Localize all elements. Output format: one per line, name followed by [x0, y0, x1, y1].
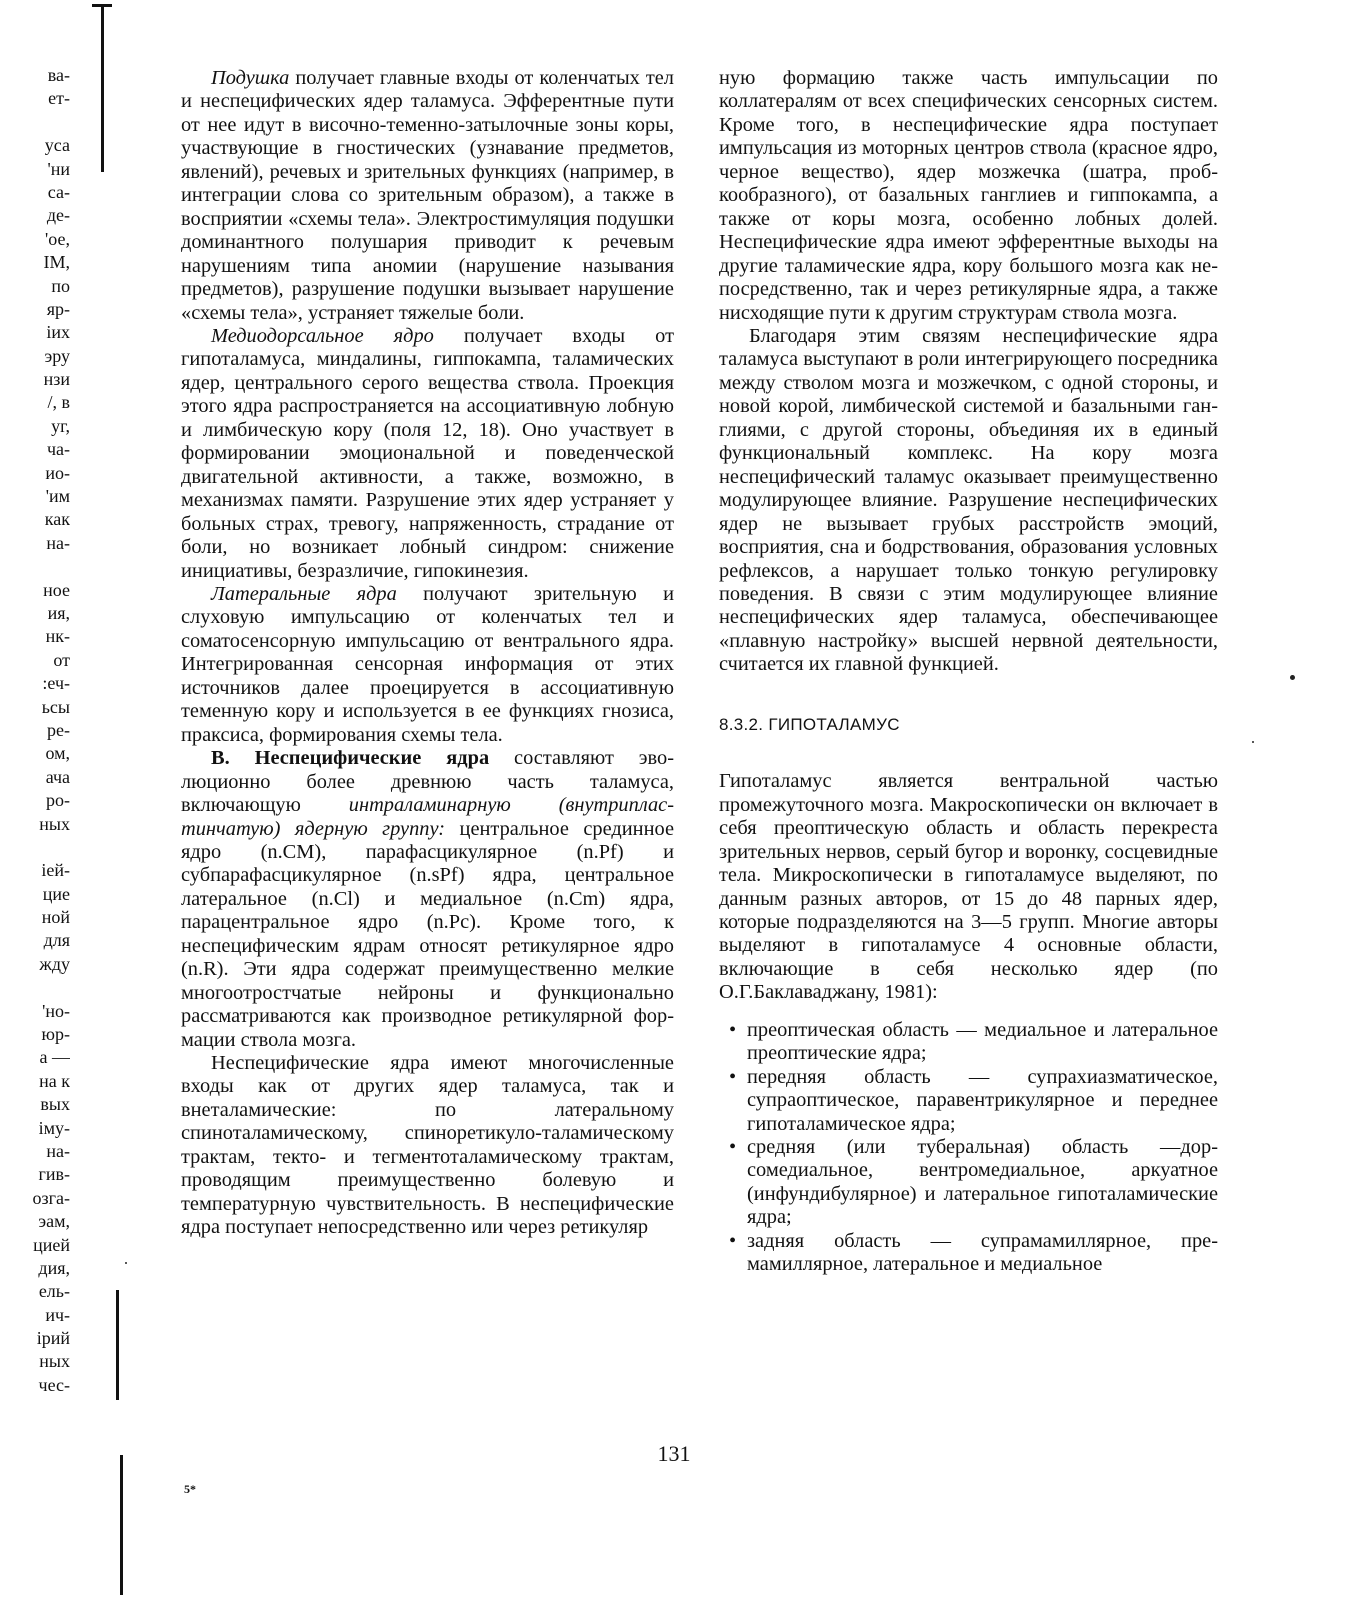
paragraph: Медиодорсальное ядро получает входы от гипоталамуса, миндалины, гиппокампа, таламических ядер, центрального серого вещества ствола. Проекция этого ядра распространяется на ассоциативную лобную и лимбическую кору (поля 12, 18). Оно участвует в формировании эмоциональной и поведенческой двигательной активности, а также, возможно, в механизмах памяти. Разрушение этих ядер устраняет у больных страх, тревогу, напряженность, страдание от боли, но возникает лобный синдром: снижение инициативы, безразличие, гипокинезия.: [181, 324, 674, 582]
fragment-line: юр-: [41, 1024, 70, 1045]
binding-shadow: [101, 4, 104, 172]
fragment-line: для: [43, 930, 70, 951]
paragraph: ную формацию также часть импульсации по коллатералям от всех специфических сенсорных систем. Кроме того, в неспецифические ядра поступает импульсация из моторных центров ствола (красное ядро, черное вещество), ядер мозжечка (шатра, пробкообразного), от базальных ганглиев и гиппокампа, а также от коры мозга, особенно лобных долей. Неспецифические ядра имеют эфферентные выходы на другие таламические ядра, кору большого мозга как непосредственно, так и через ретикулярные ядра, а также нисходящие пути к другим структурам ствола мозга.: [719, 67, 1218, 324]
fragment-line: 'но-: [42, 1000, 70, 1021]
fragment-line: ом,: [45, 743, 70, 764]
fragment-line: как: [44, 509, 70, 530]
fragment-line: 'ни: [47, 158, 70, 179]
fragment-line: по: [51, 275, 70, 296]
fragment-line: /, в: [47, 392, 70, 413]
fragment-line: [0, 976, 70, 999]
paragraph: Латеральные ядра получают зрительную и слуховую импульсацию от коленчатых тел и соматосенсорную импульсацию от вентрального ядра. Интегрированная сенсорная информация от этих источников далее проецируется в ассоциативную теменную кору и используется в ее функциях гнозиса, праксиса, формирования схемы тела.: [181, 582, 674, 746]
fragment-line: цие: [42, 883, 70, 904]
fragment-line: ных: [39, 1351, 70, 1372]
fragment-line: эам,: [38, 1211, 70, 1232]
fragment-line: вых: [40, 1094, 70, 1115]
section-heading: 8.3.2. ГИПОТАЛАМУС: [719, 714, 900, 734]
fragment-line: ич-: [45, 1304, 70, 1325]
fragment-line: ное: [43, 579, 70, 600]
list-item: • задняя область — супрамамиллярное, премамиллярное, латеральное и медиальное: [719, 1230, 1218, 1277]
fragment-line: яр-: [46, 298, 70, 319]
fragment-line: ача: [45, 766, 70, 787]
fragment-line: ірий: [36, 1328, 70, 1349]
fragment-line: ной: [41, 907, 70, 928]
paragraph: В. Неспецифические ядра составляют эволюционно более древнюю часть таламуса, включающую интраламинарную (внутрипластинчатую) ядерную группу: центральное срединное ядро (n.CM), парафасцикулярное (n.Pf) и субпарафасцикулярное (n.sPf) ядра, центральное латеральное (n.Cl) и медиальное (n.Cm) ядра, парацентральное ядро (n.Pc). Кроме того, к неспецифическим ядрам относят ретикулярное ядро (n.R). Эти ядра содержат преимущественно мелкие многоотростчатые нейроны и функционально рассматриваются как производное ретикулярной формации ствола мозга.: [181, 747, 675, 1051]
fragment-line: са-: [47, 181, 70, 202]
fragment-line: ия,: [47, 602, 70, 623]
list-item: • средняя (или туберальная) область —дорсомедиальное, вентромедиальное, аркуатное (инфундибулярное) и латеральное гипоталамические ядра;: [719, 1136, 1218, 1230]
term: Подушка: [211, 67, 290, 89]
fragment-line: [0, 111, 70, 134]
signature-mark: 5*: [184, 1482, 196, 1496]
fragment-line: ва-: [47, 65, 70, 85]
fragment-line: эру: [44, 345, 70, 366]
fragment-line: ель-: [38, 1281, 70, 1302]
fragment-line: озга-: [32, 1187, 70, 1208]
fragment-line: [0, 555, 70, 578]
scan-speck: [125, 1262, 127, 1264]
fragment-line: де-: [46, 205, 70, 226]
fragment-line: на к: [39, 1070, 70, 1091]
scan-speck: [1290, 675, 1295, 680]
term: Медиодорсальное ядро: [211, 324, 434, 347]
fragment-line: дия,: [38, 1257, 70, 1278]
fragment-line: гив-: [38, 1164, 70, 1185]
fragment-line: ет-: [48, 88, 70, 109]
fragment-line: чес-: [38, 1374, 70, 1395]
subsection-heading: В. Неспецифические ядра: [211, 747, 490, 770]
term: интраламинарную (внутрипластинчатую) ядерную группу:: [181, 794, 675, 840]
fragment-line: іму-: [38, 1117, 70, 1138]
fragment-line: ьсы: [41, 696, 70, 717]
paragraph: Неспецифические ядра имеют многочисленные входы как от других ядер таламуса, так и внеталамические: по латеральному спиноталамическому, спиноретикуло-таламическому трактам, текто- и тегментоталамическому трактам, проводящим преимущественно болевую и температурную чувствительность. В неспецифические ядра поступает непосредственно или через ретикуляр: [181, 1052, 674, 1239]
paragraph: Благодаря этим связям неспецифические ядра таламуса выступают в роли интегрирующего посредника между стволом мозга и мозжечком, с одной стороны, и новой корой, лимбической системой и базальными ганглиями, с другой стороны, объединяя их в единый функциональный комплекс. На кору мозга неспецифический таламус оказывает преимущественно модулирующее влияние. Разрушение неспецифических ядер не вызывает грубых расстройств эмоций, восприятия, сна и бодрствования, образования условных рефлексов, а нарушает только тонкую регулировку поведения. В связи с этим модулирующее влияние неспецифических ядер таламуса, обеспечивающее «плавную настройку» высшей нервной деятельности, считается их главной функцией.: [719, 324, 1218, 676]
text-column-right: [719, 67, 1218, 1277]
binding-shadow: [120, 1455, 123, 1595]
binding-shadow: [116, 1290, 119, 1400]
paragraph: Гипоталамус является вентральной частью промежуточного мозга. Макроскопически он включает в себя преоптическую область и область перекреста зрительных нервов, серый бугор и воронку, сосцевидные тела. Микроскопически в гипоталамусе выделяют, по данным разных авторов, от 15 до 48 парных ядер, которые подразделяются на 3—5 групп. Многие авторы выделяют в гипоталамусе 4 основные области, включающие в себя несколько ядер (по О.Г.Баклаваджану, 1981):: [719, 770, 1218, 1004]
fragment-line: ІМ,: [43, 252, 70, 273]
paragraph: Подушка получает главные входы от коленчатых тел и неспецифических ядер таламуса. Эфферентные пути от нее идут в височно-теменно-затылочные зоны коры, участвующие в гностических (узнавание предметов, явлений), речевых и зрительных функциях (например, в интеграции слова со зрительным образом), а также в восприятии «схемы тела». Электростимуляция подушки доминантного полушария приводит к речевым нарушениям типа аномии (нарушение называния предметов), разрушение подушки вызывает нарушение «схемы тела», устраняет тяжелые боли.: [181, 67, 674, 324]
scan-speck: [1252, 741, 1254, 743]
fragment-line: ча-: [46, 439, 70, 460]
fragment-line: іих: [46, 322, 70, 343]
page-number: 131: [657, 1441, 691, 1466]
list-item: • передняя область — супрахиазматическое, супраоптическое, паравентрикулярное и переднее гипоталамическое ядра;: [719, 1066, 1218, 1136]
fragment-line: ре-: [47, 719, 70, 740]
fragment-line: 'им: [45, 486, 70, 507]
fragment-lines: [0, 64, 70, 1397]
term: Латеральные ядра: [211, 582, 397, 605]
fragment-line: іей-: [41, 860, 70, 881]
fragment-line: уса: [44, 135, 70, 156]
fragment-line: уг,: [51, 415, 70, 436]
bullet-list: [719, 1019, 1218, 1277]
fragment-line: цией: [33, 1234, 70, 1255]
fragment-line: ро-: [46, 790, 70, 811]
fragment-line: нк-: [45, 626, 70, 647]
fragment-line: [0, 836, 70, 859]
fragment-line: :еч-: [42, 673, 70, 694]
fragment-line: ных: [39, 813, 70, 834]
fragment-line: на-: [46, 532, 70, 553]
fragment-line: 'ое,: [45, 228, 70, 249]
fragment-line: нзи: [43, 369, 70, 390]
fragment-line: а —: [39, 1047, 70, 1068]
fragment-line: на-: [46, 1140, 70, 1161]
list-item: • преоптическая область — медиальное и латеральное преоптические ядра;: [719, 1019, 1218, 1066]
text-column-left: [181, 67, 674, 1240]
fragment-line: от: [53, 649, 70, 670]
fragment-line: жду: [39, 953, 70, 974]
fragment-line: ио-: [45, 462, 70, 483]
